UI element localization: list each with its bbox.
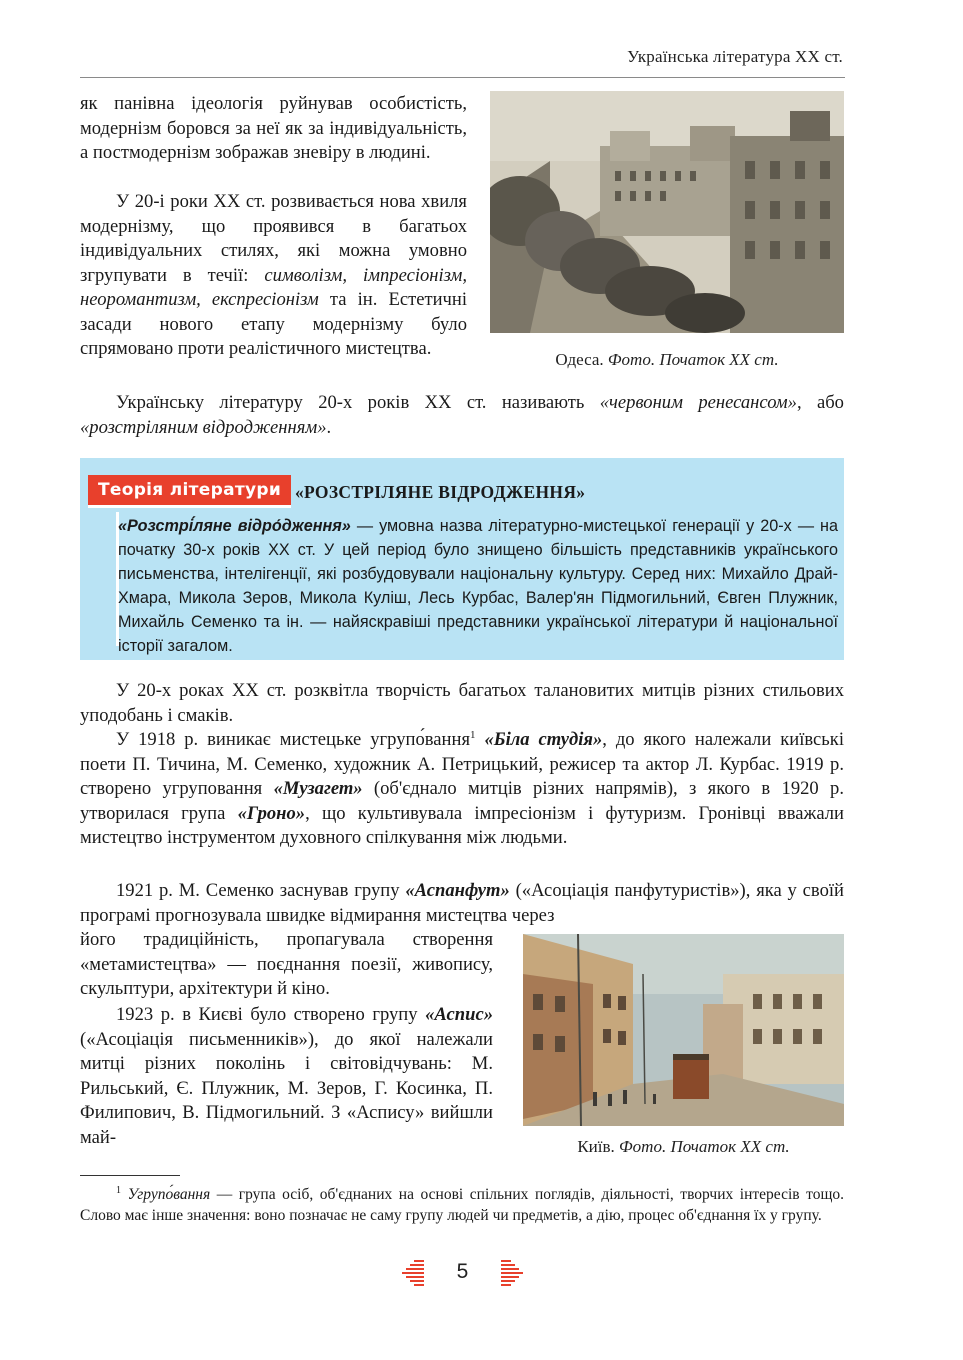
- footnote: [80, 1180, 844, 1226]
- footnote-rule: [80, 1175, 180, 1176]
- footnote-text: — група осіб, об'єднаних на основі спільних поглядів, діяльності, творчих інтересів тощо. Слово має інше значення: воно позначає не саму групу людей чи предметів, а дію, процес об'єднання їх у групу.: [80, 1186, 845, 1225]
- paragraph-text: як панівна ідеологія руйнував особистість, модернізм боровся за неї як за індивідуальність, а постмодернізм зображав зневіру в людині.: [80, 93, 467, 163]
- paragraph-6: [80, 879, 844, 928]
- theory-title: «РОЗСТРІЛЯНЕ ВІДРОДЖЕННЯ»: [295, 482, 586, 502]
- page-number: 5: [456, 1260, 469, 1283]
- odesa-street-illustration: [490, 91, 844, 333]
- kyiv-street-illustration: [523, 934, 844, 1126]
- group-aspanfut: «Аспанфут»: [405, 880, 510, 901]
- paragraph-5: [80, 728, 844, 851]
- theory-tag: Теорія літератури: [88, 475, 291, 508]
- styles-list: символізм, імпресіонізм, неоромантизм, експресіонізм: [80, 264, 467, 310]
- paragraph-2: [80, 190, 467, 362]
- footnote-term: Угрупо́вання: [127, 1186, 211, 1204]
- paragraph-text: Українську літературу 20-х років XX ст. називають: [116, 392, 600, 413]
- paragraph-text: , або: [796, 392, 844, 413]
- term-executed-renaissance: «розстріляним відродженням»: [80, 416, 327, 438]
- group-hrono: «Гроно»: [237, 802, 306, 824]
- kyiv-caption-place: Київ.: [577, 1137, 615, 1156]
- term-red-renaissance: «червоним ренесансом»: [599, 392, 797, 413]
- paragraph-text: У 20-х роках XX ст. розквітла творчість багатьох талановитих митців різних стильових уподобань і смаків.: [80, 680, 844, 726]
- kyiv-photo: [523, 934, 844, 1126]
- paragraph-text: У 20-і роки XX ст. розвивається нова хвиля модернізму, що проявився в багатьох індивідуальних стилях, які можна умовно згрупувати в течії:: [80, 191, 467, 286]
- odesa-caption-place: Одеса.: [555, 350, 604, 369]
- theory-definition: — умовна назва літературно-мистецької генерації у 20-х — на початку 30-х років XX ст. У цей період було знищено більшість представників українського письменства, інтелігенції, які розбудовували національну культуру. Серед них: Михайло Драй-Хмара, Микола Зеров, Микола Куліш, Лесь Курбас, Валер'ян Підмогильний, Євген Плужник, Михайль Семенко та ін. — найяскравіші представники української літератури й національної історії загалом.: [118, 517, 839, 655]
- next-page-icon[interactable]: [499, 1258, 525, 1288]
- paragraph-3: [80, 391, 844, 440]
- theory-term: «Розстрі́ляне відро́дження»: [118, 517, 351, 535]
- paragraph-text: (об'єднало митців різних напрямів), з якого в 1920 р. утворилася група: [80, 778, 844, 824]
- kyiv-caption-rest: Фото. Початок XX ст.: [614, 1137, 790, 1156]
- paragraph-4: [80, 679, 844, 728]
- paragraph-text: («Асоціація письменників»), до якої належали митці різних поколінь і світовідчувань: М. Рильський, Є. Плужник, М. Зеров, Г. Косинка, П. Филипович, В. Підмогильний. З «Аспису» вийшли май-: [80, 1028, 493, 1148]
- theory-box: [80, 458, 844, 660]
- page-navigation: [400, 1258, 525, 1288]
- footnote-ref[interactable]: 1: [470, 728, 476, 741]
- odesa-photo: [490, 91, 844, 333]
- group-aspys: «Аспис»: [425, 1004, 493, 1025]
- paragraph-6-continued: [80, 928, 493, 1002]
- header-rule: [80, 77, 845, 78]
- paragraph-text: («Асоціація панфутуристів»), яка у своїй програмі прогнозувала швидке відмирання мистецтва через: [80, 880, 844, 926]
- odesa-caption: [490, 350, 844, 370]
- group-bila-studia: «Біла студія»: [484, 729, 603, 750]
- footnote-mark: 1: [116, 1185, 121, 1196]
- theory-text: [118, 514, 838, 658]
- odesa-caption-rest: Фото. Початок XX ст.: [603, 350, 779, 369]
- header-title: Українська література XX ст.: [627, 47, 843, 66]
- paragraph-1: [80, 92, 467, 166]
- kyiv-caption: [523, 1137, 844, 1157]
- paragraph-text: , до якого належали київські поети П. Тичина, М. Семенко, художник А. Петрицький, режисер та актор Л. Курбас. 1919 р. створено угруповання: [80, 729, 844, 799]
- paragraph-text: , що культивувала імпресіонізм і футуризм. Гронівці вважали мистецтво інструментом духовного спілкування між людьми.: [80, 802, 844, 848]
- paragraph-7: [80, 1003, 493, 1150]
- group-muzahet: «Музагет»: [273, 778, 363, 799]
- paragraph-text: .: [326, 416, 332, 438]
- paragraph-text: та ін. Естетичні засади нового етапу модернізму було спрямовано проти реалістичного мистецтва.: [80, 289, 467, 359]
- paragraph-text: його традиційність, пропагувала створення «метамистецтва» — поєднання поезії, живопису, скульптури, архітектури й кіно.: [80, 929, 493, 999]
- paragraph-text: 1921 р. М. Семенко заснував групу: [116, 880, 406, 901]
- paragraph-text: 1923 р. в Києві було створено групу: [116, 1004, 426, 1025]
- paragraph-text: У 1918 р. виникає мистецьке угрупо́вання: [116, 729, 471, 750]
